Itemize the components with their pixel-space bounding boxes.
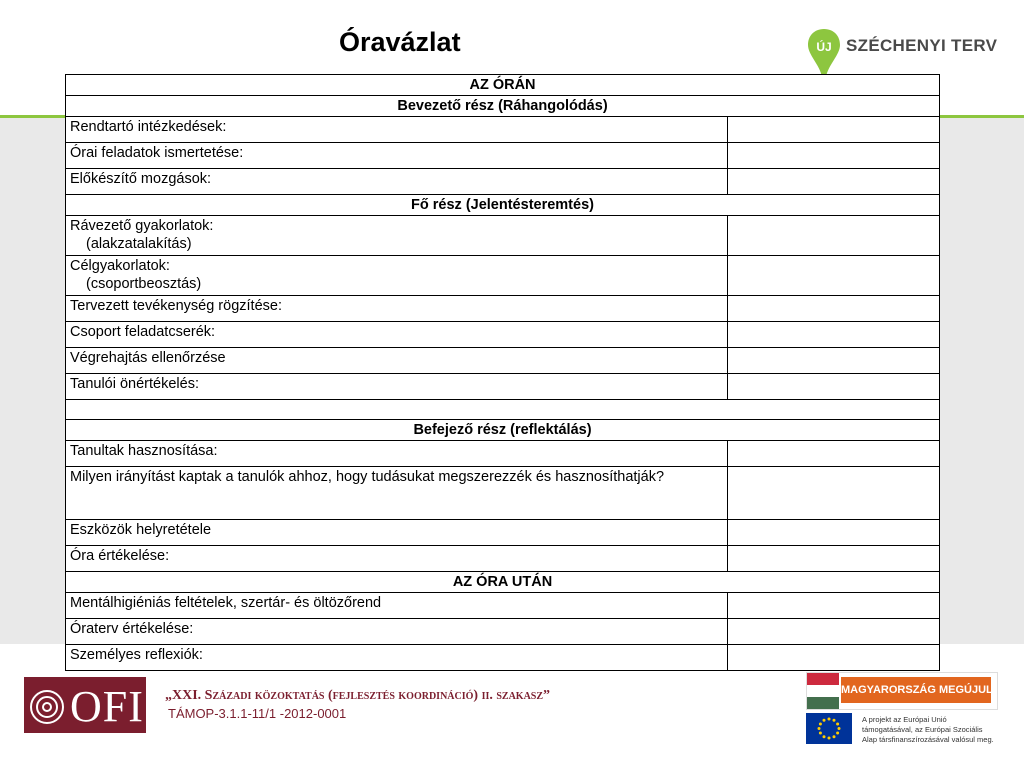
row-label: Személyes reflexiók: [70, 647, 203, 663]
row-label-cell [66, 117, 728, 143]
spiral-icon [24, 677, 70, 733]
row-value-cell[interactable] [728, 619, 940, 645]
row-label: Előkészítő mozgások: [70, 171, 212, 187]
section-header: AZ ÓRÁN [66, 75, 940, 96]
row-label-cell [66, 216, 728, 256]
row-sublabel: (alakzatalakítás) [86, 236, 192, 252]
row-label-cell [66, 169, 728, 195]
table-row [66, 467, 940, 520]
row-label: Óraterv értékelése: [70, 621, 194, 637]
logo-badge-text: ÚJ [816, 40, 832, 54]
row-sublabel: (csoportbeosztás) [86, 276, 202, 292]
section-header-row [66, 96, 940, 117]
row-label: Mentálhigiéniás feltételek, szertár- és öltözőrend [70, 595, 382, 611]
row-label-cell [66, 593, 728, 619]
row-label: Rávezető gyakorlatok: [70, 218, 214, 234]
table-row [66, 117, 940, 143]
table-row [66, 619, 940, 645]
project-code: TÁMOP-3.1.1-11/1 -2012-0001 [168, 706, 347, 721]
section-header-row [66, 195, 940, 216]
lesson-plan-table [65, 74, 940, 671]
row-value-cell[interactable] [728, 348, 940, 374]
section-header-row [66, 75, 940, 96]
table-row [66, 169, 940, 195]
row-label-cell [66, 348, 728, 374]
section-header: Befejező rész (reflektálás) [66, 420, 940, 441]
table-row [66, 216, 940, 256]
row-label: Óra értékelése: [70, 548, 170, 564]
table-row [66, 143, 940, 169]
section-header: AZ ÓRA UTÁN [66, 572, 940, 593]
row-value-cell[interactable] [728, 374, 940, 400]
section-header-row [66, 420, 940, 441]
logo-name: SZÉCHENYI TERV [846, 36, 998, 55]
row-label: Tanultak hasznosítása: [70, 443, 218, 459]
table-row [66, 645, 940, 671]
ofi-logo [24, 677, 146, 733]
row-value-cell[interactable] [728, 546, 940, 572]
table-row [66, 256, 940, 296]
row-value-cell[interactable] [728, 296, 940, 322]
row-value-cell[interactable] [728, 441, 940, 467]
table-row [66, 441, 940, 467]
project-title: „XXI. Századi közoktatás (fejlesztés koordináció) ii. szakasz” [165, 688, 551, 703]
section-header-row [66, 572, 940, 593]
table-row [66, 348, 940, 374]
row-label: Csoport feladatcserék: [70, 324, 216, 340]
row-label: Tervezett tevékenység rögzítése: [70, 298, 282, 314]
row-label: Eszközök helyretétele [70, 522, 212, 538]
row-label-cell [66, 143, 728, 169]
table-row [66, 520, 940, 546]
magyarorszag-megujul-logo [806, 672, 998, 710]
row-label: Tanulói önértékelés: [70, 376, 199, 392]
row-value-cell[interactable] [728, 169, 940, 195]
section-header: Fő rész (Jelentésteremtés) [66, 195, 940, 216]
row-label-cell [66, 441, 728, 467]
row-label-cell [66, 546, 728, 572]
ofi-logo-text: OFI [70, 682, 144, 731]
row-label-cell [66, 645, 728, 671]
row-label: Rendtartó intézkedések: [70, 119, 227, 135]
row-label: Órai feladatok ismertetése: [70, 145, 244, 161]
row-value-cell[interactable] [728, 467, 940, 520]
page-title: Óravázlat [339, 27, 461, 57]
section-header: Bevezető rész (Ráhangolódás) [66, 96, 940, 117]
row-label-cell [66, 520, 728, 546]
eu-support-text: A projekt az Európai Unió támogatásával, az Európai Szociális Alap társfinanszírozásával valósul meg. [862, 715, 994, 744]
row-label: Célgyakorlatok: [70, 258, 170, 274]
megujul-badge: MAGYARORSZÁG MEGÚJUL [841, 677, 991, 703]
row-value-cell[interactable] [728, 256, 940, 296]
row-label-cell [66, 619, 728, 645]
eu-support-logo [806, 713, 996, 745]
row-label: Milyen irányítást kaptak a tanulók ahhoz, hogy tudásukat megszerezzék és hasznosíthatják? [70, 469, 665, 485]
row-value-cell[interactable] [728, 645, 940, 671]
table-row [66, 593, 940, 619]
hungarian-flag-icon [807, 673, 839, 709]
row-value-cell[interactable] [728, 520, 940, 546]
row-label-cell [66, 256, 728, 296]
table-row [66, 400, 940, 420]
row-value-cell[interactable] [728, 216, 940, 256]
table-row [66, 374, 940, 400]
row-value-cell[interactable] [728, 322, 940, 348]
table-row [66, 296, 940, 322]
row-value-cell[interactable] [728, 143, 940, 169]
row-value-cell[interactable] [728, 117, 940, 143]
row-label-cell [66, 322, 728, 348]
row-label: Végrehajtás ellenőrzése [70, 350, 226, 366]
blank-row-cell [66, 400, 940, 420]
row-label-cell [66, 374, 728, 400]
table-row [66, 546, 940, 572]
table-row [66, 322, 940, 348]
row-label-cell [66, 467, 728, 520]
row-label-cell [66, 296, 728, 322]
row-value-cell[interactable] [728, 593, 940, 619]
eu-flag-icon [806, 713, 852, 744]
